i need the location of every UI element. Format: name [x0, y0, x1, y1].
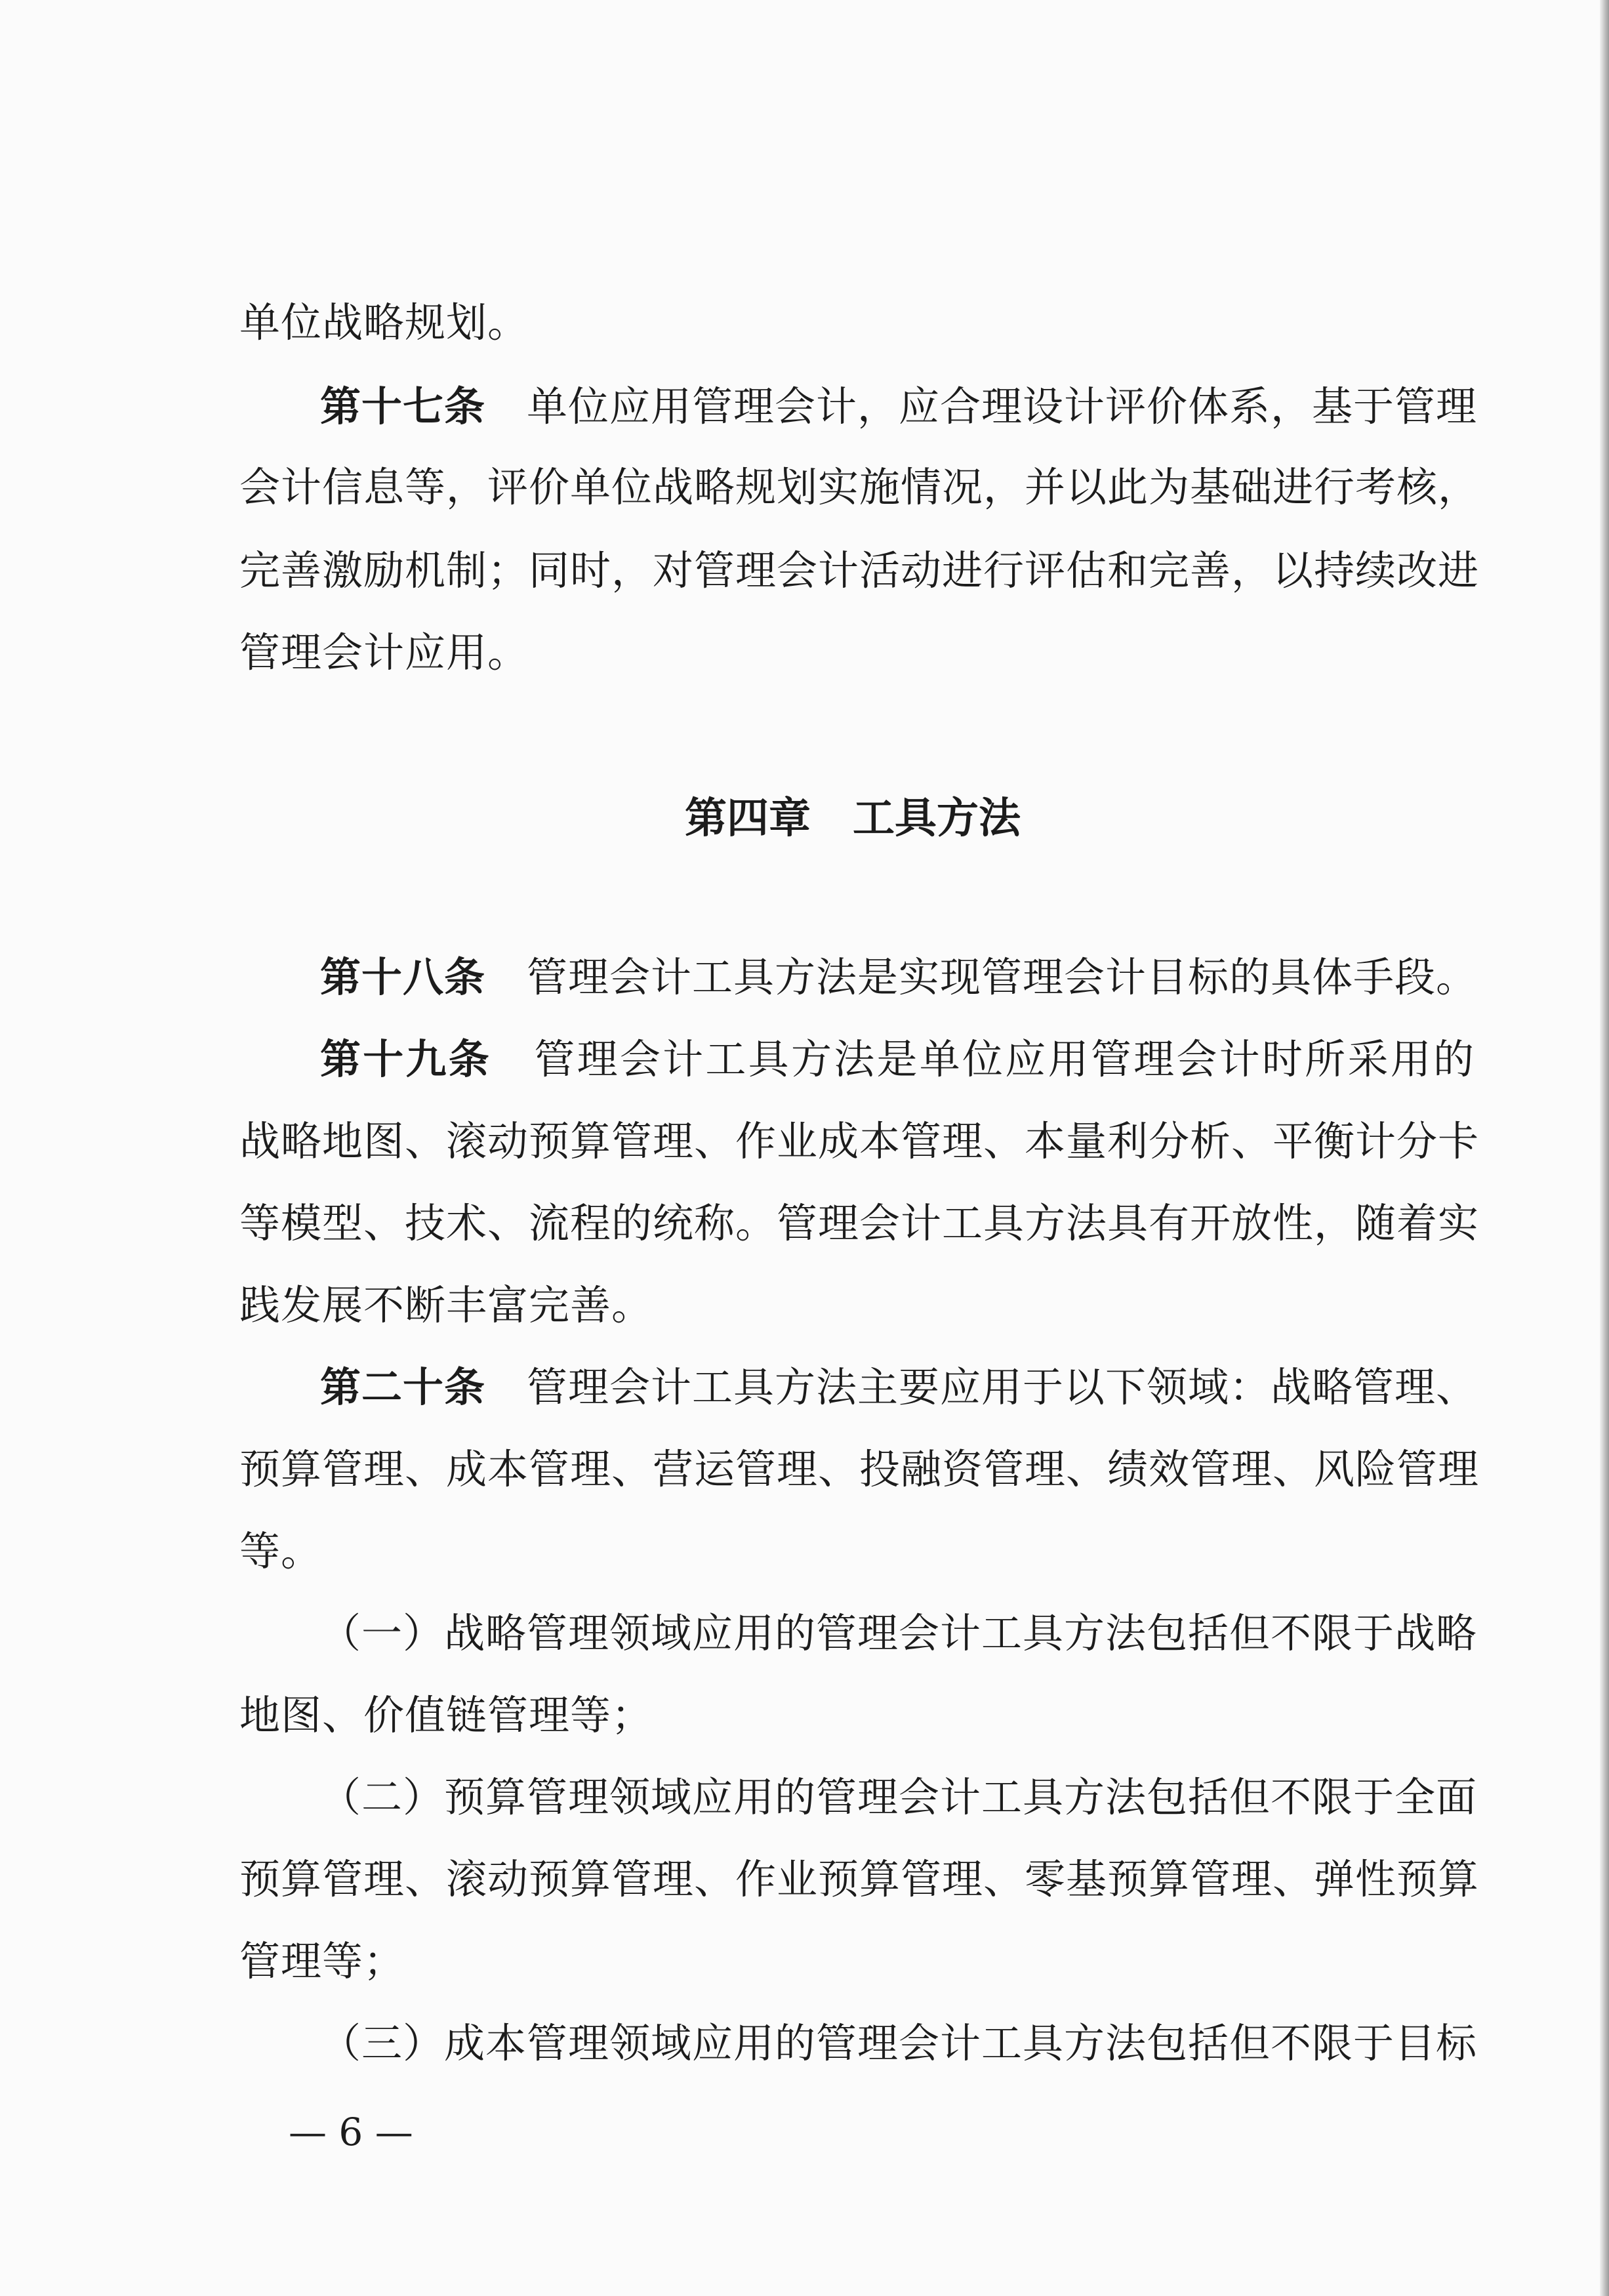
article-label: 第十八条	[320, 953, 486, 1001]
chapter-heading: 第四章 工具方法	[685, 794, 1021, 843]
line-text: 战略地图、滚动预算管理、作业成本管理、本量利分析、平衡计分卡	[239, 1117, 1480, 1165]
article-label: 第二十条	[320, 1363, 486, 1411]
text-line	[320, 380, 1478, 433]
text-line	[239, 1525, 322, 1578]
text-line	[239, 297, 529, 349]
line-text: 完善激励机制；同时，对管理会计活动进行评估和完善，以持续改进	[239, 546, 1480, 594]
text-line	[239, 1935, 405, 1988]
line-text: （二）预算管理领域应用的管理会计工具方法包括但不限于全面	[320, 1773, 1478, 1821]
line-text: 单位应用管理会计，应合理设计评价体系，基于管理	[485, 382, 1478, 430]
article-label: 第十七条	[320, 382, 486, 430]
line-text: （三）成本管理领域应用的管理会计工具方法包括但不限于目标	[320, 2019, 1478, 2067]
line-text: 管理会计工具方法是实现管理会计目标的具体手段。	[485, 953, 1478, 1001]
line-text: 管理等；	[239, 1937, 405, 1985]
line-text: 地图、价值链管理等；	[239, 1691, 653, 1739]
text-line	[239, 626, 529, 679]
line-text: 管理会计工具方法主要应用于以下领域：战略管理、	[485, 1363, 1478, 1411]
text-line	[239, 1853, 1480, 1906]
text-line	[320, 1033, 1475, 1086]
text-line	[239, 544, 1480, 597]
line-text: 等模型、技术、流程的统称。管理会计工具方法具有开放性，随着实	[239, 1199, 1480, 1247]
text-line	[239, 1279, 653, 1332]
text-line	[320, 2017, 1478, 2070]
line-text: 等。	[239, 1527, 323, 1575]
line-text: 践发展不断丰富完善。	[239, 1281, 653, 1329]
line-text: 会计信息等，评价单位战略规划实施情况，并以此为基础进行考核，	[239, 463, 1480, 511]
text-line	[320, 1361, 1478, 1414]
text-line	[239, 461, 1480, 514]
text-line	[320, 951, 1478, 1004]
article-label: 第十九条	[320, 1035, 492, 1083]
text-line	[320, 1771, 1478, 1824]
line-text: 单位战略规划。	[239, 298, 529, 346]
text-line	[239, 1689, 653, 1742]
line-text: 预算管理、成本管理、营运管理、投融资管理、绩效管理、风险管理	[239, 1445, 1480, 1493]
text-line	[320, 1607, 1478, 1660]
page-number: — 6 —	[289, 2110, 413, 2154]
text-line	[239, 1115, 1480, 1168]
line-text: 管理会计工具方法是单位应用管理会计时所采用的	[491, 1035, 1475, 1083]
line-text: 管理会计应用。	[239, 628, 529, 676]
line-text: 预算管理、滚动预算管理、作业预算管理、零基预算管理、弹性预算	[239, 1855, 1480, 1903]
text-line	[239, 1197, 1480, 1250]
text-line	[239, 1443, 1480, 1496]
line-text: （一）战略管理领域应用的管理会计工具方法包括但不限于战略	[320, 1609, 1478, 1657]
scan-edge-shadow	[1600, 0, 1609, 2296]
